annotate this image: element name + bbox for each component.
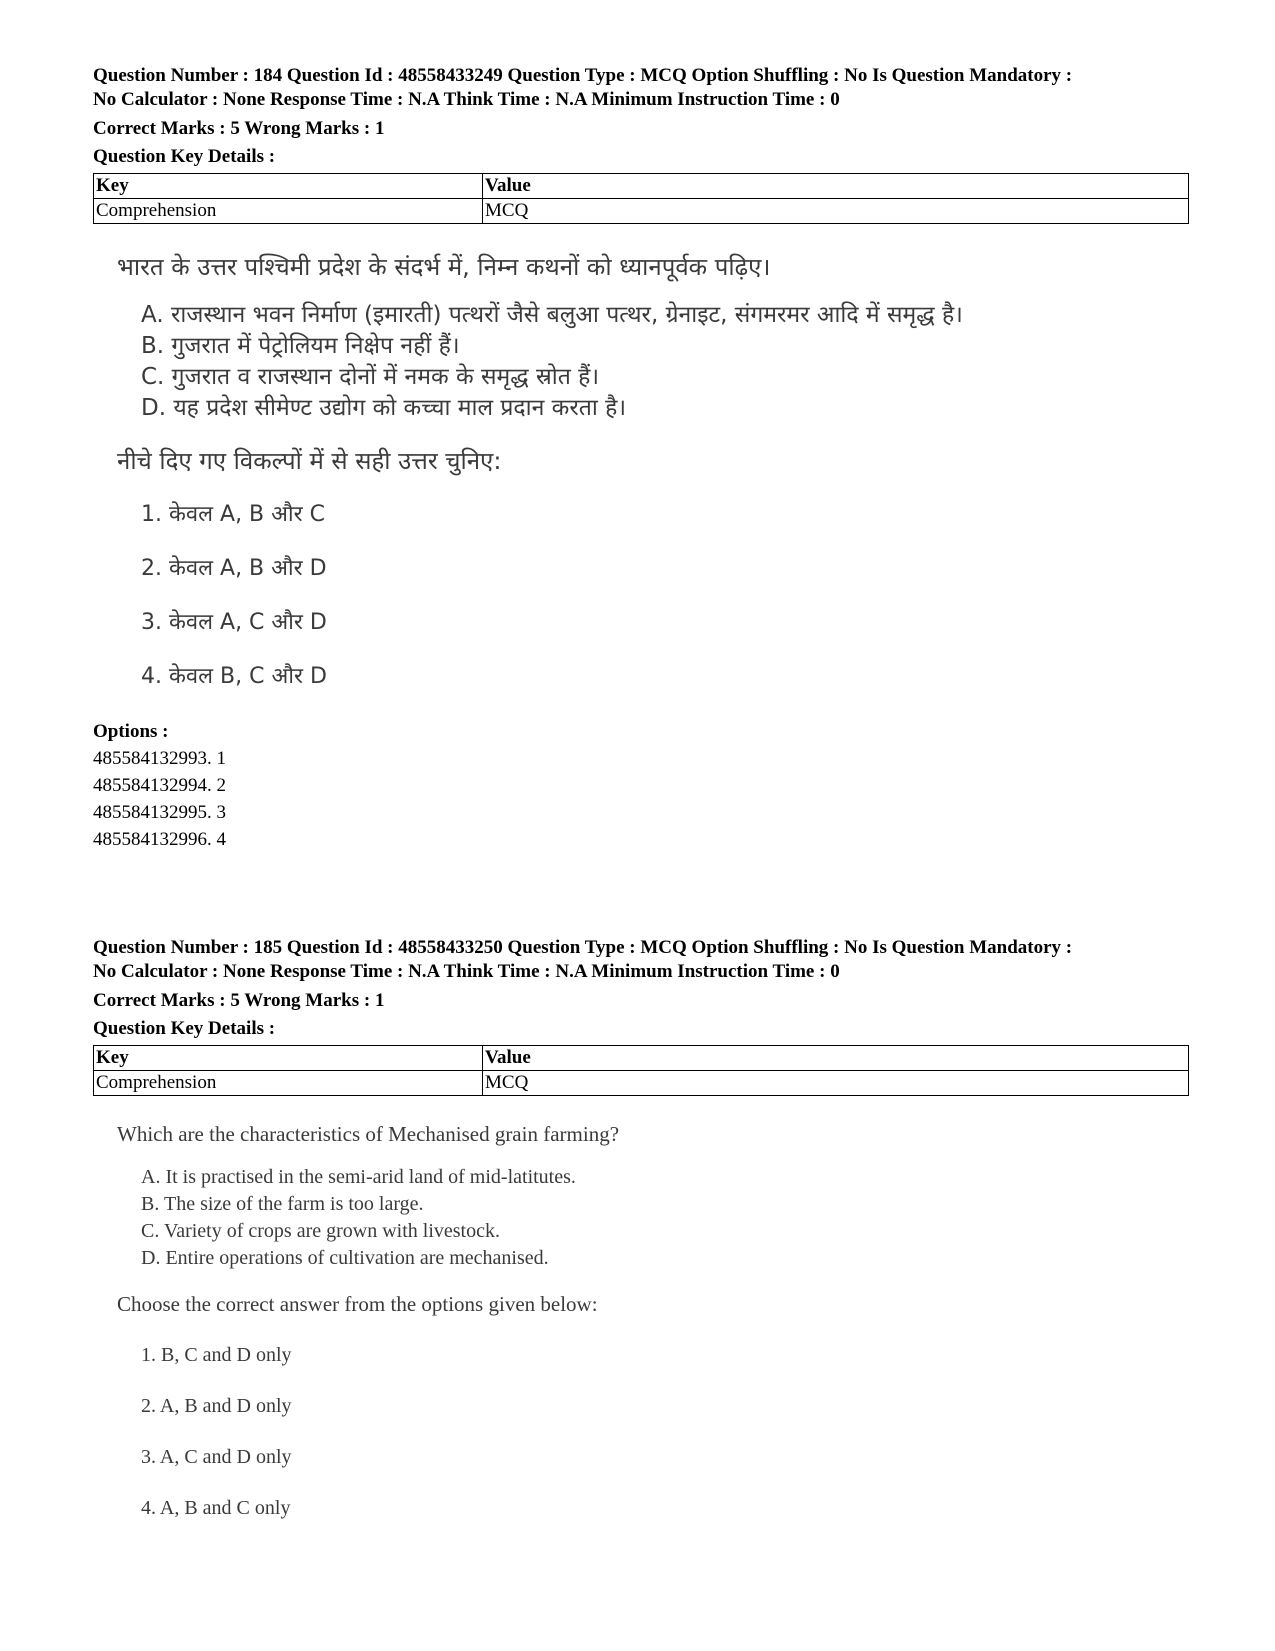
table-header-key: Key [94,1046,483,1071]
option-item: 485584132995. 3 [93,802,226,823]
table-header-key: Key [94,174,483,199]
statement-item: C. Variety of crops are grown with livestock. [141,1220,500,1242]
key-details-table [93,173,1189,224]
choice-item: 1. केवल A, B और C [141,502,326,527]
key-details-label: Question Key Details : [93,146,276,167]
choice-item: 3. केवल A, C और D [141,610,327,635]
question-content [117,252,1193,692]
question-185 [93,936,1193,1522]
question-meta-line-2: No Calculator : None Response Time : N.A Think Time : N.A Minimum Instruction Time : 0 [93,961,840,982]
statement-list [141,300,1193,424]
statement-list [141,1164,1193,1272]
question-meta-line-2: No Calculator : None Response Time : N.A Think Time : N.A Minimum Instruction Time : 0 [93,89,840,110]
question-content [117,1120,1193,1522]
table-row [94,199,1189,224]
choice-item: 2. केवल A, B और D [141,556,327,581]
question-stem: Which are the characteristics of Mechanised grain farming? [117,1122,620,1146]
question-184 [93,64,1193,853]
statement-item: B. The size of the farm is too large. [141,1193,424,1215]
question-marks: Correct Marks : 5 Wrong Marks : 1 [93,990,385,1011]
key-details-label: Question Key Details : [93,1018,276,1039]
choice-item: 1. B, C and D only [141,1344,292,1366]
option-item: 485584132994. 2 [93,775,226,796]
table-cell-value: MCQ [483,1071,1189,1096]
statement-item: C. गुजरात व राजस्थान दोनों में नमक के समृद्ध स्रोत हैं। [141,364,600,390]
question-marks: Correct Marks : 5 Wrong Marks : 1 [93,118,385,139]
statement-item: A. राजस्थान भवन निर्माण (इमारती) पत्थरों जैसे बलुआ पत्थर, ग्रेनाइट, संगमरमर आदि में समृद्ध है। [141,302,963,328]
choice-item: 3. A, C and D only [141,1446,292,1468]
table-cell-value: MCQ [483,199,1189,224]
table-cell-key: Comprehension [94,1071,483,1096]
choice-item: 4. केवल B, C और D [141,664,327,689]
table-header-row [94,174,1189,199]
table-header-value: Value [483,1046,1189,1071]
table-header-row [94,1046,1189,1071]
question-meta-line-1: Question Number : 185 Question Id : 48558433250 Question Type : MCQ Option Shuffling : No Is Question Mandatory : [93,937,1073,958]
statement-item: B. गुजरात में पेट्रोलियम निक्षेप नहीं हैं। [141,333,460,359]
table-cell-key: Comprehension [94,199,483,224]
option-item: 485584132996. 4 [93,829,226,850]
answer-prompt: नीचे दिए गए विकल्पों में से सही उत्तर चुनिए: [117,447,502,475]
question-meta-line-1: Question Number : 184 Question Id : 48558433249 Question Type : MCQ Option Shuffling : No Is Question Mandatory : [93,65,1073,86]
statement-item: D. Entire operations of cultivation are mechanised. [141,1247,549,1269]
statement-item: D. यह प्रदेश सीमेण्ट उद्योग को कच्चा माल प्रदान करता है। [141,395,627,421]
statement-item: A. It is practised in the semi-arid land of mid-latitutes. [141,1166,576,1188]
key-details-table [93,1045,1189,1096]
choice-item: 4. A, B and C only [141,1497,291,1519]
answer-prompt: Choose the correct answer from the options given below: [117,1292,598,1316]
option-item: 485584132993. 1 [93,748,226,769]
options-label: Options : [93,721,169,742]
choice-item: 2. A, B and D only [141,1395,292,1417]
table-header-value: Value [483,174,1189,199]
question-stem: भारत के उत्तर पश्चिमी प्रदेश के संदर्भ में, निम्न कथनों को ध्यानपूर्वक पढ़िए। [117,253,771,281]
table-row [94,1071,1189,1096]
